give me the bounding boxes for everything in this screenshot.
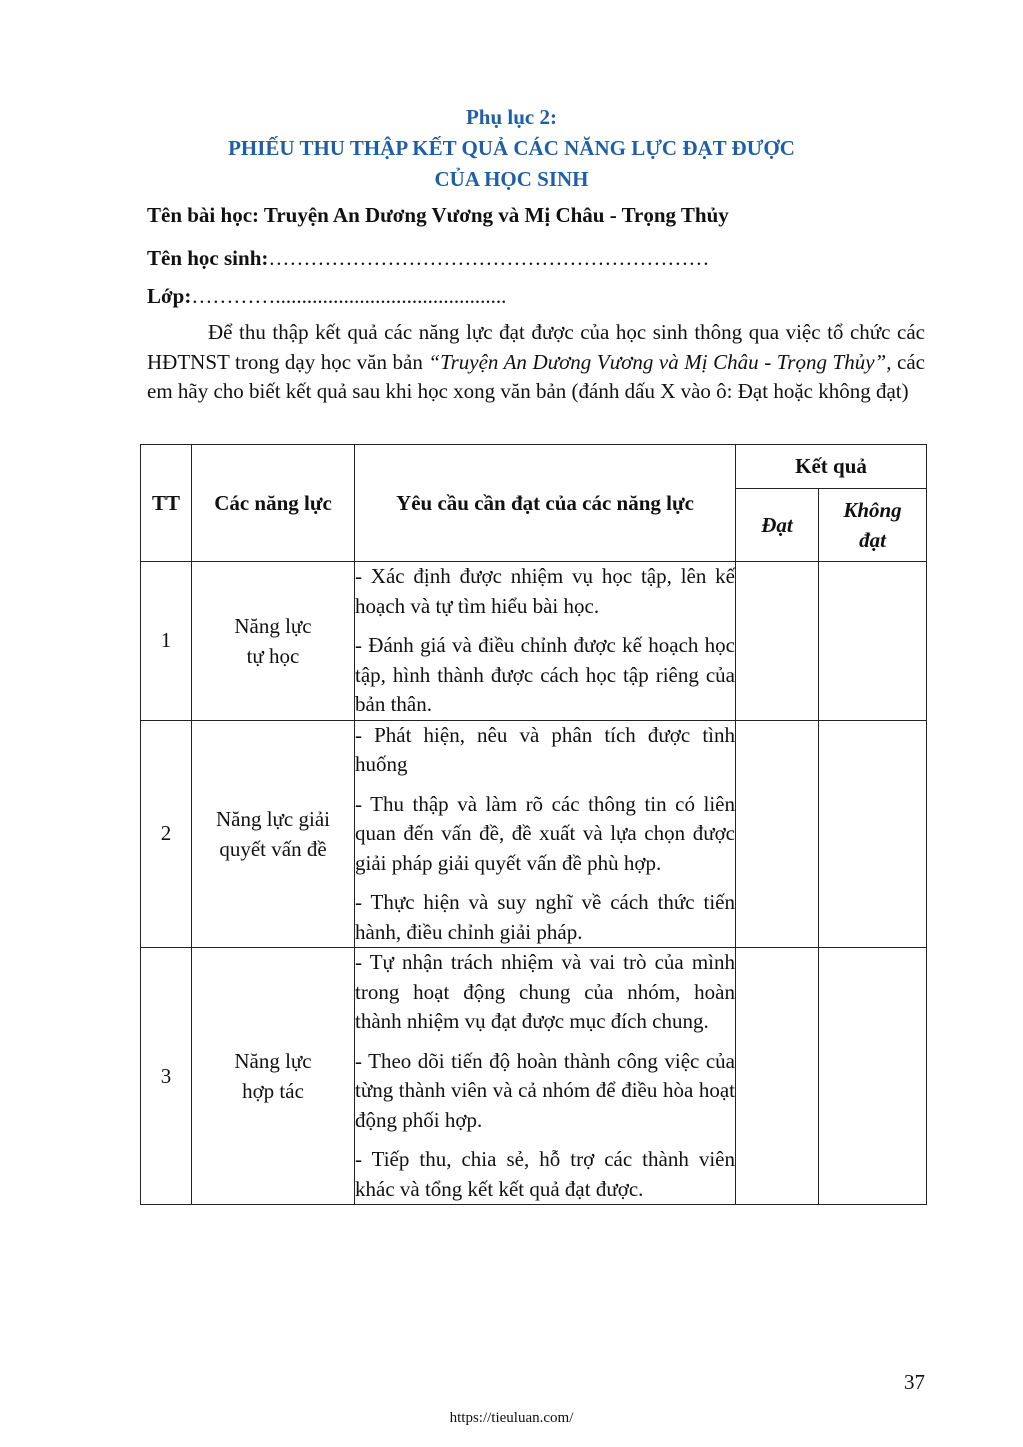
row-competency [192,562,355,721]
header-competency: Các năng lực [192,445,355,562]
intro-paragraph [147,318,925,407]
requirement-item: - Theo dõi tiến độ hoàn thành công việc của từng thành viên và cả nhóm để điều hòa hoạt động phối hợp. [355,1048,735,1132]
requirement-item: - Thực hiện và suy nghĩ về cách thức tiến hành, điều chỉnh giải pháp. [355,890,735,944]
header-pass: Đạt [736,489,819,562]
row-requirements [355,562,736,721]
competency-line-1: Năng lực [234,613,312,638]
lesson-name: Tên bài học: Truyện An Dương Vương và Mị Châu - Trọng Thủy [147,203,729,227]
fail-checkbox-cell[interactable] [819,948,927,1205]
pass-checkbox-cell[interactable] [736,562,819,721]
header-tt: TT [141,445,192,562]
table-row [141,948,927,1205]
competency-line-2: hợp tác [242,1079,304,1103]
row-competency [192,948,355,1205]
competency-line-1: Năng lực giải [215,806,330,831]
requirement-item: - Đánh giá và điều chỉnh được kế hoạch học tập, hình thành được cách học tập riêng của bản thân. [355,633,735,716]
intro-text-italic: “Truyện An Dương Vương và Mị Châu - Trọng Thủy”, [428,349,892,374]
competency-line-2: quyết vấn đề [219,836,327,861]
requirement-item: - Xác định được nhiệm vụ học tập, lên kế hoạch và tự tìm hiểu bài học. [355,564,735,618]
footer-url[interactable]: https://tieuluan.com/ [449,1410,574,1426]
competency-line-2: tự học [246,643,300,668]
competency-table [140,444,927,1205]
row-number: 2 [141,720,192,948]
header-fail [819,489,927,562]
table-row [141,720,927,948]
fail-checkbox-cell[interactable] [819,720,927,948]
row-requirements [355,720,736,948]
pass-checkbox-cell[interactable] [736,720,819,948]
header-fail-line-2: đạt [859,528,886,552]
title-line-1: PHIẾU THU THẬP KẾT QUẢ CÁC NĂNG LỰC ĐẠT ĐƯỢC [228,136,795,160]
document-title [0,102,1023,195]
pass-checkbox-cell[interactable] [736,948,819,1205]
student-name-label: Tên học sinh: [147,246,269,270]
class-line [147,284,506,309]
class-blank: …………............................................ [191,284,507,308]
intro-text-2: các em hãy cho biết kết quả sau khi học xong văn bản (đánh dấu X vào ô: Đạt hoặc không đạt) [147,349,925,403]
fail-checkbox-cell[interactable] [819,562,927,721]
row-number: 3 [141,948,192,1205]
title-line-2: CỦA HỌC SINH [434,167,589,191]
row-number: 1 [141,562,192,721]
requirement-item: - Tiếp thu, chia sẻ, hỗ trợ các thành viên khác và tổng kết kết quả đạt được. [355,1147,735,1201]
table-row [141,562,927,721]
student-name-line [147,246,709,271]
appendix-label: Phụ lục 2: [465,105,557,129]
page-number: 37 [904,1370,925,1394]
header-requirements: Yêu cầu cần đạt của các năng lực [355,445,736,562]
row-requirements [355,948,736,1205]
header-result: Kết quả [736,445,927,489]
row-competency [192,720,355,948]
student-name-blank: ……………………………………………………… [268,246,710,270]
requirement-item: - Thu thập và làm rõ các thông tin có liên quan đến vấn đề, đề xuất và lựa chọn được giải pháp giải quyết vấn đề phù hợp. [355,791,735,875]
competency-line-1: Năng lực [234,1049,312,1073]
requirement-item: - Tự nhận trách nhiệm và vai trò của mình trong hoạt động chung của nhóm, hoàn thành nhiệm vụ đạt được mục đích chung. [355,950,735,1033]
requirement-item: - Phát hiện, nêu và phân tích được tình huống [355,722,735,776]
class-label: Lớp: [147,284,192,308]
intro-text-1: Để thu thập kết quả các năng lực đạt được của học sinh thông qua việc tổ chức các HĐTNST trong dạy học văn bản [147,320,925,374]
header-fail-line-1: Không [843,498,902,522]
